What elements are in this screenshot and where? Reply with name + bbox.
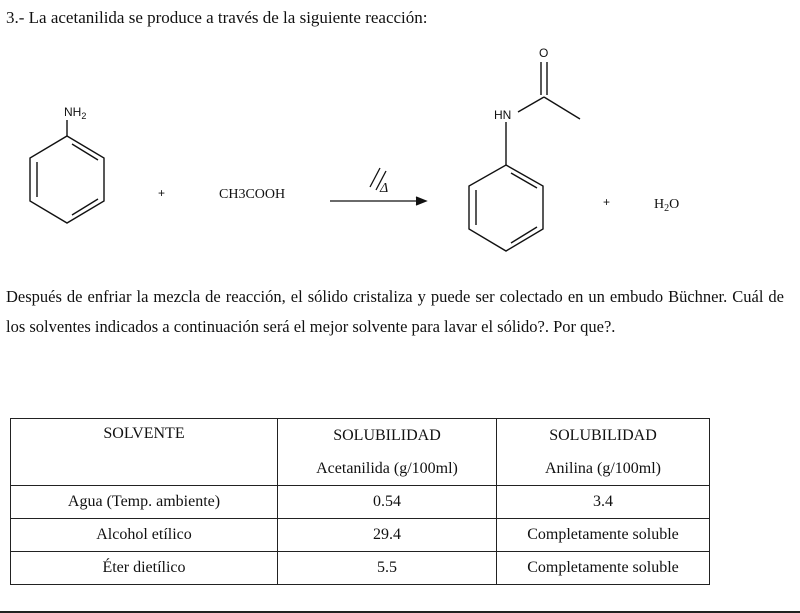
cell-acetanilida: 29.4 [278, 519, 497, 552]
header-solubilidad-2 [497, 419, 710, 454]
cell-anilina: Completamente soluble [497, 519, 710, 552]
question-text: 3.- La acetanilida se produce a través de la siguiente reacción: [6, 8, 428, 27]
header-solvente: SOLVENTE [11, 419, 278, 486]
arrow-delta-mark: Δ [380, 181, 389, 196]
question-paragraph: Después de enfriar la mezcla de reacción, el sólido cristaliza y puede ser colectado en un embudo Büchner. Cuál de los solventes indicados a continuación será el mejor solvente para lavar el sólido?. Por que?. [6, 287, 784, 336]
table-row [11, 519, 710, 552]
water-label: $H_2O$ [654, 197, 680, 214]
aniline-nh2-label: $NH_2$ [64, 105, 87, 121]
acetanilide-hn-label: HN [494, 108, 512, 122]
header-solubilidad-1-title: SOLUBILIDAD [333, 427, 441, 444]
reagent-label: CH3COOH [219, 187, 286, 202]
header-solubilidad-1 [278, 419, 497, 454]
table-row [11, 486, 710, 519]
cell-solvent: Éter dietílico [11, 552, 278, 585]
aniline-structure [30, 120, 104, 223]
table-header-row [11, 419, 710, 454]
cell-solvent: Agua (Temp. ambiente) [11, 486, 278, 519]
solubility-table [10, 418, 710, 585]
acetanilide-o-label: O [539, 46, 549, 60]
subheader-anilina: Anilina (g/100ml) [497, 453, 710, 486]
table-row [11, 552, 710, 585]
cell-anilina: Completamente soluble [497, 552, 710, 585]
reaction-scheme [0, 40, 800, 270]
cell-solvent: Alcohol etílico [11, 519, 278, 552]
reaction-arrow [330, 168, 426, 205]
cell-anilina: 3.4 [497, 486, 710, 519]
subheader-acetanilida: Acetanilida (g/100ml) [278, 453, 497, 486]
cell-acetanilida: 0.54 [278, 486, 497, 519]
header-solubilidad-2-title: SOLUBILIDAD [549, 427, 657, 444]
plus-sign-1: + [158, 186, 166, 200]
acetanilide-structure [469, 62, 580, 251]
cell-acetanilida: 5.5 [278, 552, 497, 585]
plus-sign-2: + [603, 195, 611, 209]
